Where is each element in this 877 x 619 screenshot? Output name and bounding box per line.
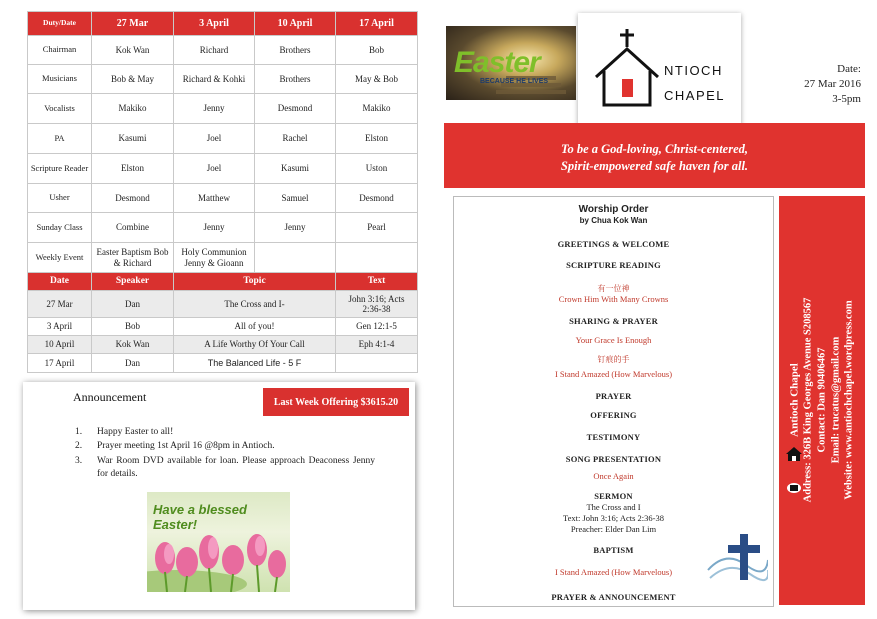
duty-cell: Elston: [92, 154, 174, 184]
closing-item: PRAYER & ANNOUNCEMENT: [551, 592, 676, 602]
mission-statement: [444, 141, 865, 175]
sermon-header-text: Text: [336, 273, 418, 291]
sermon-header-date: Date: [28, 273, 92, 291]
testimony-item: TESTIMONY: [586, 432, 641, 442]
offering-item: OFFERING: [590, 410, 637, 420]
sermon-header-topic: Topic: [174, 273, 336, 291]
sermon-date: 10 April: [28, 336, 92, 354]
duty-cell: Joel: [174, 124, 255, 154]
phone-icon: [785, 481, 803, 495]
sermon-header-speaker: Speaker: [92, 273, 174, 291]
roster-header-row: [28, 12, 418, 36]
song-item: Crown Him With Many Crowns: [558, 294, 669, 304]
card-greeting-text: Have a blessed Easter!: [153, 502, 247, 532]
sermon-date: 17 April: [28, 354, 92, 373]
sermon-preacher: Preacher: Elder Dan Lim: [570, 524, 657, 534]
worship-title: Worship Order: [578, 204, 649, 215]
offering-badge: Last Week Offering $3615.20: [263, 388, 409, 416]
duty-cell: Joel: [174, 154, 255, 184]
greetings-item: GREETINGS & WELCOME: [557, 239, 670, 249]
duty-cell: Jenny: [174, 94, 255, 124]
contact-sidebar: [779, 196, 865, 605]
sermon-topic: The Balanced Life - 5 F: [174, 354, 336, 373]
duty-cell: Holy Communion Jenny & Gioann: [174, 243, 255, 273]
sermon-speaker: Dan: [92, 354, 174, 373]
song-presentation-item: SONG PRESENTATION: [565, 454, 662, 464]
easter-image: [446, 26, 576, 100]
list-text: War Room DVD available for loan. Please approach Deaconess Jenny for details.: [97, 455, 375, 479]
announcement-list: [75, 426, 375, 482]
date-value: 27 Mar 2016: [804, 77, 861, 90]
song-item: Your Grace Is Enough: [575, 335, 652, 345]
list-text: Prayer meeting 1st April 16 @8pm in Antioch.: [97, 441, 275, 452]
duty-cell: Jenny: [255, 213, 336, 243]
table-row: [28, 36, 418, 65]
duty-cell: Elston: [336, 124, 418, 154]
song-item: I Stand Amazed (How Marvelous): [554, 567, 673, 577]
table-row: [28, 354, 418, 373]
duty-role: Chairman: [28, 36, 92, 65]
song-chinese: 钉痕的手: [597, 355, 630, 364]
table-row: [28, 336, 418, 354]
table-row: [28, 94, 418, 124]
duty-role: Weekly Event: [28, 243, 92, 273]
contact-info: [788, 200, 857, 600]
duty-cell: Brothers: [255, 65, 336, 94]
easter-greeting-card: [147, 492, 290, 592]
sermon-date: 27 Mar: [28, 291, 92, 318]
contact-website: Website: www.antiochchapel.wordpress.com: [843, 300, 855, 500]
list-number: 3.: [75, 455, 83, 466]
chapel-icon: [590, 27, 670, 109]
list-item: [75, 426, 375, 439]
contact-phone: Contact: Dan 90406467: [816, 347, 828, 453]
sermon-header-row: [28, 273, 418, 291]
mission-banner: [444, 123, 865, 188]
cross-icon: [706, 530, 768, 585]
duty-cell: Rachel: [255, 124, 336, 154]
list-item: [75, 455, 375, 482]
sermon-topic: The Cross and I-: [174, 291, 336, 318]
duty-role: Usher: [28, 184, 92, 213]
song-item: Once Again: [593, 471, 634, 481]
duty-cell: Brothers: [255, 36, 336, 65]
duty-cell: Desmond: [255, 94, 336, 124]
antioch-chapel-logo: [578, 13, 741, 126]
duty-cell: Uston: [336, 154, 418, 184]
table-row: [28, 184, 418, 213]
easter-word: Easter: [454, 46, 540, 79]
roster-header-date: 17 April: [336, 12, 418, 36]
logo-line-2: CHAPEL: [664, 88, 726, 103]
duty-cell: Kok Wan: [92, 36, 174, 65]
table-row: [28, 243, 418, 273]
song-chinese: 有一位神: [597, 284, 630, 293]
duty-cell: Desmond: [336, 184, 418, 213]
roster-header-date: 3 April: [174, 12, 255, 36]
duty-cell: May & Bob: [336, 65, 418, 94]
list-number: 1.: [75, 427, 83, 437]
sermon-scripture: Text: John 3:16; Acts 2:36-38: [563, 513, 664, 523]
table-row: [28, 291, 418, 318]
roster-header-date: 10 April: [255, 12, 336, 36]
duty-cell: Easter Baptism Bob & Richard: [92, 243, 174, 273]
sermon-text: [336, 354, 418, 373]
contact-name: Antioch Chapel: [788, 363, 801, 437]
contact-address: Address: 326B King Georges Avenue S208567: [802, 297, 814, 503]
table-row: [28, 154, 418, 184]
duty-cell: Matthew: [174, 184, 255, 213]
list-number: 2.: [75, 441, 83, 452]
date-label: Date:: [837, 63, 861, 75]
sermon-speaker: Dan: [92, 291, 174, 318]
sermon-speaker: Kok Wan: [92, 336, 174, 354]
duty-cell: Makiko: [336, 94, 418, 124]
duty-cell: Bob & May: [92, 65, 174, 94]
contact-email: Email: trucatus@gmail.com: [830, 336, 842, 464]
song-item: I Stand Amazed (How Marvelous): [554, 369, 673, 379]
duty-cell: Jenny: [174, 213, 255, 243]
mission-line-1: To be a God-loving, Christ-centered,: [560, 142, 749, 156]
duty-cell: Kasumi: [92, 124, 174, 154]
duty-role: Vocalists: [28, 94, 92, 124]
duty-cell: [255, 243, 336, 273]
scripture-item: SCRIPTURE READING: [566, 260, 661, 270]
sermon-speaker: Bob: [92, 318, 174, 336]
announcement-box: [23, 382, 415, 610]
table-row: [28, 213, 418, 243]
baptism-item: BAPTISM: [593, 545, 634, 555]
sharing-item: SHARING & PRAYER: [569, 316, 658, 326]
duty-role: PA: [28, 124, 92, 154]
easter-subtitle: BECAUSE HE LIVES: [480, 78, 549, 85]
sermon-topic: A Life Worthy Of Your Call: [174, 336, 336, 354]
sermon-item: SERMON: [594, 491, 633, 501]
duty-cell: Desmond: [92, 184, 174, 213]
duty-cell: Combine: [92, 213, 174, 243]
roster-header-duty: Duty/Date: [28, 12, 92, 36]
table-row: [28, 318, 418, 336]
duty-roster-table: [27, 11, 418, 373]
time-value: 3-5pm: [832, 92, 861, 105]
duty-role: Sunday Class: [28, 213, 92, 243]
announcement-title: Announcement: [73, 390, 147, 404]
sermon-text: John 3:16; Acts 2:36-38: [336, 291, 418, 318]
duty-cell: Pearl: [336, 213, 418, 243]
logo-line-1: NTIOCH: [664, 63, 723, 78]
sermon-text: Eph 4:1-4: [336, 336, 418, 354]
table-row: [28, 65, 418, 94]
duty-cell: Richard: [174, 36, 255, 65]
roster-header-date: 27 Mar: [92, 12, 174, 36]
list-text: Happy Easter to all!: [97, 427, 174, 437]
duty-cell: Kasumi: [255, 154, 336, 184]
home-icon: [785, 446, 803, 462]
duty-role: Scripture Reader: [28, 154, 92, 184]
sermon-text: Gen 12:1-5: [336, 318, 418, 336]
duty-role: Musicians: [28, 65, 92, 94]
prayer-item: PRAYER: [595, 391, 632, 401]
mission-line-2: Spirit-empowered safe haven for all.: [560, 158, 749, 173]
sermon-topic: All of you!: [174, 318, 336, 336]
duty-cell: Samuel: [255, 184, 336, 213]
table-row: [28, 124, 418, 154]
list-item: [75, 440, 375, 453]
sermon-title: The Cross and I: [586, 502, 641, 512]
duty-cell: [336, 243, 418, 273]
duty-cell: Bob: [336, 36, 418, 65]
duty-cell: Makiko: [92, 94, 174, 124]
duty-cell: Richard & Kohki: [174, 65, 255, 94]
sermon-date: 3 April: [28, 318, 92, 336]
worship-author: by Chua Kok Wan: [579, 216, 648, 225]
service-date: [793, 62, 861, 107]
